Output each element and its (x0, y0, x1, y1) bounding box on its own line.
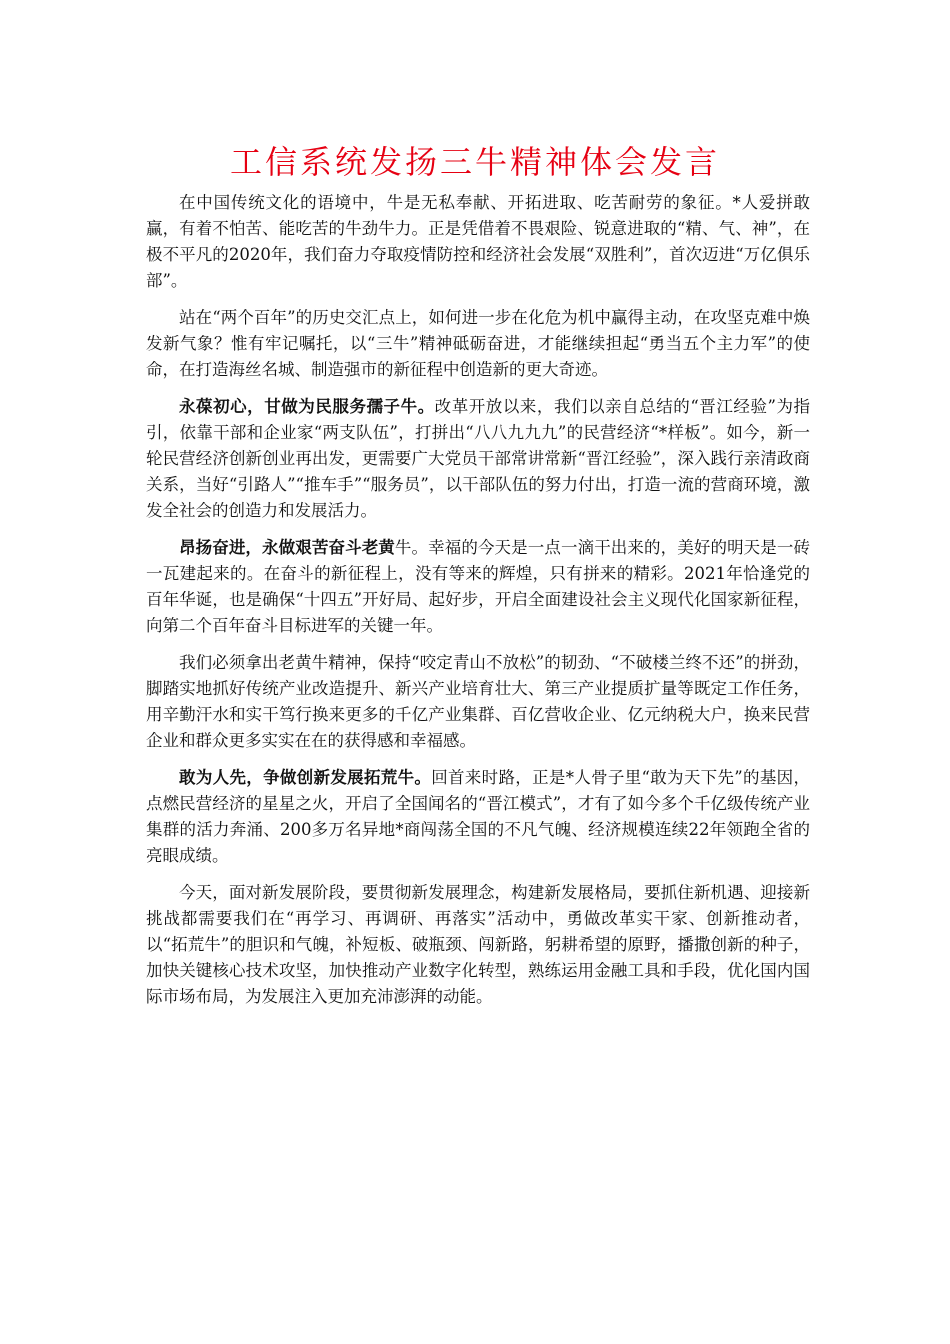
document-body (146, 190, 810, 1021)
paragraph-5 (146, 650, 810, 754)
document-title: 工信系统发扬三牛精神体会发言 (229, 143, 720, 181)
paragraph-1-text: 在中国传统文化的语境中，牛是无私奉献、开拓进取、吃苦耐劳的象征。*人爱拼敢赢，有着不怕苦、能吃苦的牛劲牛力。正是凭借着不畏艰险、锐意进取的“精、气、神”，在极不平凡的2020年，我们奋力夺取疫情防控和经济社会发展“双胜利”，首次迈进“万亿俱乐部”。 (146, 193, 810, 290)
paragraph-7-text: 今天，面对新发展阶段，要贯彻新发展理念，构建新发展格局，要抓住新机遇、迎接新挑战都需要我们在“再学习、再调研、再落实”活动中，勇做改革实干家、创新推动者，以“拓荒牛”的胆识和气魄，补短板、破瓶颈、闯新路，躬耕希望的原野，播撒创新的种子，加快关键核心技术攻坚，加快推动产业数字化转型，熟练运用金融工具和手段，优化国内国际市场布局，为发展注入更加充沛澎湃的动能。 (146, 883, 810, 1006)
paragraph-3-text: 改革开放以来，我们以亲自总结的“晋江经验”为指引，依靠干部和企业家“两支队伍”，打拼出“八八九九九”的民营经济“*样板”。如今，新一轮民营经济创新创业再出发，更需要广大党员干部常讲常新“晋江经验”，深入践行亲清政商关系，当好“引路人”“推车手”“服务员”，以干部队伍的努力付出，打造一流的营商环境，激发全社会的创造力和发展活力。 (146, 397, 811, 520)
paragraph-2-text: 站在“两个百年”的历史交汇点上，如何进一步在化危为机中赢得主动，在攻坚克难中焕发新气象？惟有牢记嘱托，以“三牛”精神砥砺奋进，才能继续担起“勇当五个主力军”的使命，在打造海丝名城、制造强市的新征程中创造新的更大奇迹。 (146, 308, 810, 379)
paragraph-6 (146, 765, 810, 869)
paragraph-4-text: 牛。幸福的今天是一点一滴干出来的，美好的明天是一砖一瓦建起来的。在奋斗的新征程上，没有等来的辉煌，只有拼来的精彩。2021年恰逢党的百年华诞，也是确保“十四五”开好局、起好步，开启全面建设社会主义现代化国家新征程，向第二个百年奋斗目标进军的关键一年。 (146, 538, 811, 635)
paragraph-3 (146, 394, 810, 524)
paragraph-3-lead: 永葆初心，甘做为民服务孺子牛。 (179, 397, 435, 416)
paragraph-4-lead: 昂扬奋进，永做艰苦奋斗老黄 (179, 538, 395, 557)
paragraph-7 (146, 880, 810, 1010)
paragraph-1 (146, 190, 810, 294)
paragraph-4 (146, 535, 810, 639)
paragraph-6-text: 回首来时路，正是*人骨子里“敢为天下先”的基因，点燃民营经济的星星之火，开启了全国闻名的“晋江模式”，才有了如今多个千亿级传统产业集群的活力奔涌、200多万名异地*商闯荡全国的不凡气魄、经济规模连续22年领跑全省的亮眼成绩。 (146, 768, 810, 865)
paragraph-6-lead: 敢为人先，争做创新发展拓荒牛。 (179, 768, 432, 787)
paragraph-2 (146, 305, 810, 383)
paragraph-5-text: 我们必须拿出老黄牛精神，保持“咬定青山不放松”的韧劲、“不破楼兰终不还”的拼劲，脚踏实地抓好传统产业改造提升、新兴产业培育壮大、第三产业提质扩量等既定工作任务，用辛勤汗水和实干笃行换来更多的千亿产业集群、百亿营收企业、亿元纳税大户，换来民营企业和群众更多实实在在的获得感和幸福感。 (146, 653, 810, 750)
